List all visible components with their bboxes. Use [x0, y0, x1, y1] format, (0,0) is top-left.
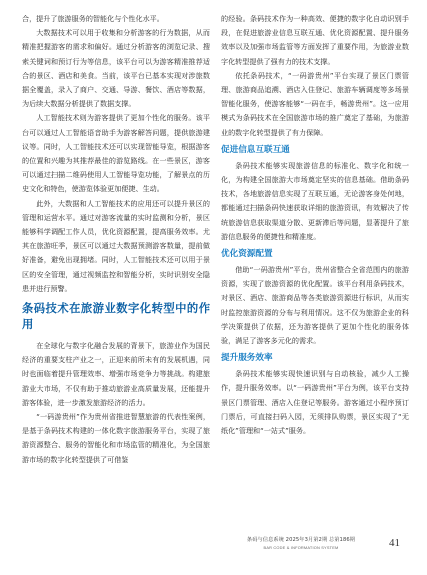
paragraph: 的经验。条码技术作为一种高效、便捷的数字化自动识别手段，在促进旅游业信息互联互通、优化资源配置、提升服务效率以及加强市场监管等方面发挥了重要作用，为旅游业数字化转型提供了强有力的技术支撑。: [221, 14, 409, 66]
paragraph: 借助“一码游贵州”平台，贵州省整合全省范围内的旅游资源，实现了旅游资源的优化配置。该平台利用条码技术，对景区、酒店、旅游商品等各类旅游资源进行标识，从而实时监控旅游资源的分布与利用情况。这不仅为旅游企业的科学决策提供了依据，还为游客提供了更加个性化的服务体验，满足了游客多元化的需求。: [221, 265, 409, 346]
subsection-title: 提升服务效率: [221, 353, 273, 364]
paragraph: 条码技术能够实现旅游信息的标准化、数字化和统一化，为构建全国旅游大市场奠定坚实的信息基础。借助条码技术，各地旅游信息实现了互联互通，无论游客身处何地，都能通过扫描条码快速获取详细的旅游资讯，有效解决了传统旅游信息获取渠道分散、更新滞后等问题，显著提升了旅游信息服务的便捷性和精准度。: [221, 160, 409, 241]
paragraph: 大数据技术可以用于收集和分析游客的行为数据，从而精准把握游客的需求和偏好。通过分析游客的浏览记录、搜索关键词和预订行为等信息，该平台可以为游客精准推荐适合的景区、酒店和美食。当前，该平台已基本实现对涉旅数据全覆盖，录入了商户、交通、导游、餐饮、酒店等数据，为后续大数据分析提供了数据支撑。: [22, 28, 210, 109]
subsection-title: 优化资源配置: [221, 249, 273, 260]
paragraph: 合，提升了旅游服务的智能化与个性化水平。: [22, 14, 164, 23]
section-title: 条码技术在旅游业数字化转型中的作用: [22, 302, 210, 332]
left-column: [22, 12, 210, 467]
page-number: 41: [389, 537, 400, 549]
right-column: [221, 12, 409, 438]
paragraph: 在全球化与数字化融合发展的背景下，旅游业作为国民经济的重要支柱产业之一，正迎来前所未有的发展机遇，同时也面临着提升管理效率、增强市场竞争力等挑战。构建旅游业大市场，不仅有助于推动旅游业高质量发展，还能提升游客体验，进一步激发旅游经济的活力。: [22, 341, 210, 407]
paragraph: 依托条码技术，“一码游贵州”平台实现了景区门票管理、旅游商品追溯、酒店入住登记、旅游车辆调度等多场景智能化服务，使游客能够“一码在手，畅游贵州”。这一应用模式为条码技术在全国旅游市场的推广奠定了基础，为旅游业的数字化转型提供了有力保障。: [221, 70, 409, 137]
paragraph: “一码游贵州”作为贵州省推进智慧旅游的代表性案例，是基于条码技术构建的一体化数字旅游服务平台，实现了旅游资源整合、服务的智能化和市场监管的精准化，为全国旅游市场的数字化转型提供了可借鉴: [22, 412, 210, 464]
subsection-title: 促进信息互联互通: [221, 144, 290, 155]
paragraph: 人工智能技术则为游客提供了更加个性化的服务。该平台可以通过人工智能语音助手为游客解答问题，提供旅游建议等。同时，人工智能技术还可以实现智能导览，根据游客的位置和兴趣为其推荐最佳的游览路线。在一些景区，游客可以通过扫描二维码使用人工智能导览功能，了解景点的历史文化和特色，使游览体验更加便捷、生动。: [22, 113, 210, 194]
paragraph: 条码技术能够实现快速识别与自动核验，减少人工操作，提升服务效率。以“一码游贵州”平台为例，该平台支持景区门票管理、酒店入住登记等服务。游客通过小程序预订门票后，可直接扫码入园，无须排队购票，景区实现了“无纸化”管理和“一站式”服务。: [221, 369, 409, 436]
paragraph: 此外，大数据和人工智能技术的应用还可以提升景区的管理和运营水平。通过对游客流量的实时监测和分析，景区能够科学调配工作人员，优化资源配置，提高服务效率。尤其在旅游旺季，景区可以通过大数据预测游客数量，提前做好准备，避免出现拥堵。同时，人工智能技术还可以用于景区的安全管理，通过视频监控和智能分析，实时识别安全隐患并进行预警。: [22, 198, 210, 293]
page-footer: [221, 535, 411, 557]
journal-name: 条码与信息系统 2025年3月第2期 总第186期: [246, 537, 356, 543]
journal-name-english: BAR CODE & INFORMATION SYSTEM: [263, 545, 339, 550]
